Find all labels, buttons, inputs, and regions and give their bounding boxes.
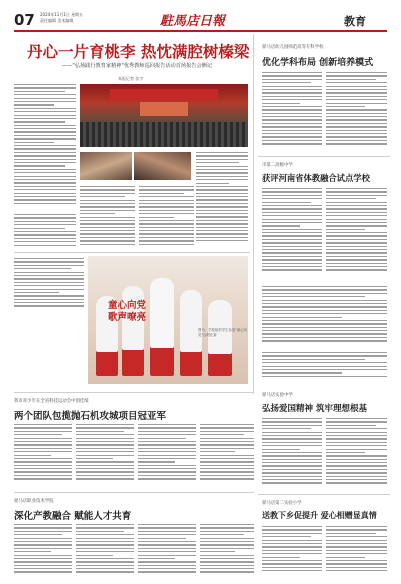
bottom-right-kicker-1: 驿马店实验中学 — [262, 393, 293, 398]
right-kicker-1: 驿马店幼儿园师范高等专科学校 — [262, 45, 324, 50]
bottom-left-body-1 — [14, 424, 72, 484]
feature-side-text — [14, 258, 84, 310]
section-label: 教育 — [344, 15, 366, 28]
bottom-left-kicker: 我市青少年在全省科技运动会中创佳绩 — [14, 399, 89, 404]
right-body-1a — [262, 72, 322, 150]
editor-line: 责任编辑 美术编辑 — [40, 18, 74, 23]
page-header — [0, 0, 401, 32]
column-divider — [253, 34, 254, 394]
bottom-body-2 — [76, 524, 134, 576]
stage-banner — [110, 89, 218, 100]
right-body-2b — [326, 188, 387, 276]
lead-body-column-2 — [80, 186, 135, 248]
right-kicker-2: 市第二高级中学 — [262, 163, 293, 168]
stage-screen — [140, 102, 188, 116]
bottom-right-title-2: 送教下乡促提升 爱心相赠显真情 — [262, 511, 377, 520]
bottom-body-1 — [14, 524, 72, 576]
feature-headline — [108, 300, 158, 324]
bottom-right-body-2a — [262, 526, 322, 576]
bottom-divider-2 — [14, 492, 254, 493]
bottom-right-body-1b — [326, 418, 387, 490]
right-divider-1 — [258, 156, 390, 157]
bottom-left-title: 两个团队包揽抛石机攻城项目冠亚军 — [14, 411, 167, 422]
feature-right-text — [262, 286, 387, 346]
feature-caption: 图为：学校组织学生参加"童心向党"合唱比赛 — [198, 328, 248, 337]
right-body-2a — [262, 188, 322, 276]
bottom-left-body-2 — [76, 424, 134, 484]
feature-caption-text — [262, 352, 387, 382]
feature-top-divider — [14, 252, 250, 253]
lead-body-column-1 — [14, 84, 76, 210]
bottom-divider-1 — [14, 392, 254, 393]
lead-byline: 本报记者 张宇 — [118, 76, 144, 81]
lead-body-column-5 — [14, 214, 76, 248]
bottom-right-body-2b — [326, 526, 387, 576]
bottom-left-body-4 — [200, 424, 254, 484]
lead-photo-left — [80, 152, 132, 180]
feature-headline-text: 童心向党 歌声嘹亮 — [108, 300, 147, 323]
lead-title: 丹心一片育桃李 热忱满腔树榛梁 — [27, 42, 250, 61]
right-headline-2: 获评河南省体教融合试点学校 — [262, 173, 370, 183]
right-body-1b — [326, 72, 387, 150]
bottom-kicker: 驿马店职业技术学院 — [14, 499, 54, 504]
lead-body-column-3 — [139, 186, 194, 248]
lead-main-photo — [80, 84, 248, 147]
bottom-left-body-3 — [138, 424, 196, 484]
page-number: 07 — [14, 11, 35, 29]
masthead: 駐馬店日報 — [160, 14, 226, 29]
bottom-right-body-1a — [262, 418, 322, 490]
bottom-body-3 — [138, 524, 196, 576]
bottom-body-4 — [200, 524, 254, 576]
bottom-right-divider — [258, 494, 390, 495]
right-headline-1: 优化学科布局 创新培养模式 — [262, 58, 374, 68]
singer-3 — [150, 278, 174, 376]
header-rule — [14, 30, 387, 32]
bottom-right-title-1: 弘扬爱国精神 筑牢理想根基 — [262, 404, 367, 414]
date-line: 2024年11月1日 星期五 — [40, 12, 84, 17]
audience — [80, 122, 248, 147]
singer-5 — [208, 300, 232, 376]
bottom-right-kicker-2: 驿马店第二实验小学 — [262, 501, 302, 506]
lead-photo-middle — [134, 152, 191, 180]
bottom-title: 深化产教融合 赋能人才共育 — [14, 511, 132, 522]
lead-subtitle: ——"弘扬践行教育家精神"优秀教师巡回报告活动首场报告会侧记 — [62, 63, 213, 69]
lead-body-column-4 — [196, 152, 248, 248]
